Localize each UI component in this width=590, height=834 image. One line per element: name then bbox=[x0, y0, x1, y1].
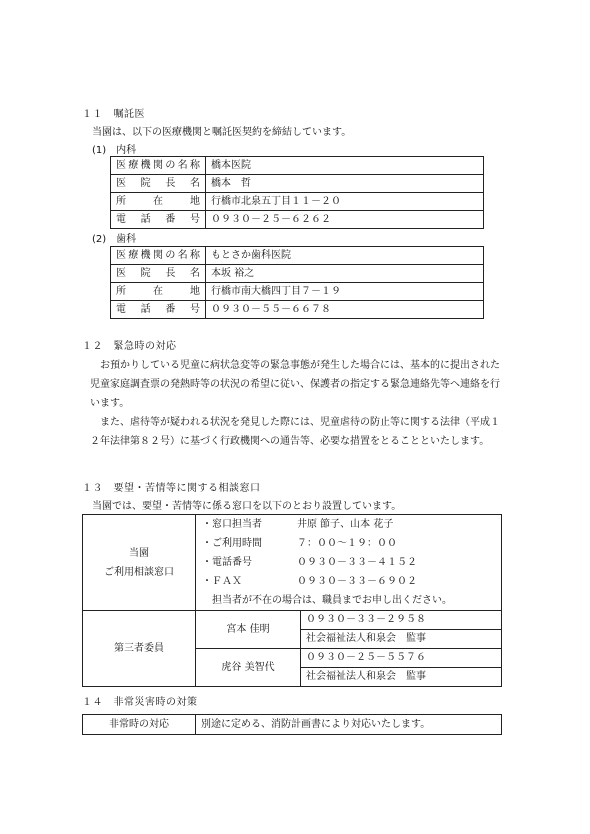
madoguchi-detail-cell bbox=[196, 515, 502, 611]
madoguchi-line: ・電話番号 ０９３０－３３－４１５２ bbox=[202, 557, 417, 568]
table-row bbox=[83, 715, 502, 735]
table-row bbox=[83, 611, 502, 630]
naika-label: (1) 内科 bbox=[92, 145, 137, 156]
section-13-heading: １３ 要望・苦情等に関する相談窓口 bbox=[82, 483, 261, 494]
table-cell-value: 橋本医院 bbox=[206, 157, 484, 175]
table-row bbox=[111, 175, 484, 193]
member-name: 宮本 佳明 bbox=[196, 611, 301, 649]
madoguchi-note: 担当者が不在の場合は、職員までお申し出ください。 bbox=[212, 595, 452, 606]
table-cell-label: 所在地 bbox=[111, 283, 206, 301]
member-org: 社会福祉法人和泉会 監事 bbox=[301, 630, 502, 649]
table-row bbox=[111, 193, 484, 211]
table-cell-value: ０９３０－５５－６６７８ bbox=[206, 301, 484, 319]
table-row bbox=[111, 157, 484, 175]
emergency-value: 別途に定める、消防計画書により対応いたします。 bbox=[196, 715, 502, 735]
table-cell-value: 本坂 裕之 bbox=[206, 265, 484, 283]
consultation-table bbox=[82, 514, 502, 687]
table-cell-value: 行橋市南大橋四丁目７－１９ bbox=[206, 283, 484, 301]
table-cell-value: 行橋市北泉五丁目１１－２０ bbox=[206, 193, 484, 211]
section-12-paragraph-2: また、虐待等が疑われる状況を発見した際には、児童虐待の防止等に関する法律（平成１２年法律第８２号）に基づく行政機関への通告等、必要な措置をとることといたします。 bbox=[90, 417, 500, 447]
section-12-heading: １２ 緊急時の対応 bbox=[82, 341, 177, 352]
table-cell-label: 所在地 bbox=[111, 193, 206, 211]
madoguchi-label-1: 当園 bbox=[129, 547, 149, 559]
member-phone: ０９３０－２５－５５７６ bbox=[301, 649, 502, 668]
third-party-label: 第三者委員 bbox=[83, 611, 196, 687]
table-cell-value: 橋本 哲 bbox=[206, 175, 484, 193]
emergency-table bbox=[82, 714, 502, 735]
emergency-label: 非常時の対応 bbox=[83, 715, 196, 735]
section-14-heading: １４ 非常災害時の対策 bbox=[82, 697, 198, 708]
member-name: 虎谷 美智代 bbox=[196, 649, 301, 687]
section-12-paragraph-1: お預かりしている児童に病状急変等の緊急事態が発生した場合には、基本的に提出された児童家庭調査票の発熱時等の状況の希望に従い、保護者の指定する緊急連絡先等へ連絡を行います。 bbox=[90, 360, 500, 409]
table-cell-label: 電話番号 bbox=[111, 301, 206, 319]
table-cell-label: 医院長名 bbox=[111, 175, 206, 193]
table-row bbox=[111, 265, 484, 283]
madoguchi-line: ・ＦＡＸ ０９３０－３３－６９０２ bbox=[202, 576, 417, 587]
table-row bbox=[83, 515, 502, 611]
member-phone: ０９３０－３３－２９５８ bbox=[301, 611, 502, 630]
madoguchi-label-cell bbox=[83, 515, 196, 611]
shika-label: (2) 歯科 bbox=[92, 234, 137, 245]
table-row bbox=[111, 247, 484, 265]
table-cell-label: 医院長名 bbox=[111, 265, 206, 283]
section-11-heading: １１ 嘱託医 bbox=[82, 109, 145, 120]
table-row bbox=[111, 211, 484, 229]
table-row bbox=[111, 283, 484, 301]
madoguchi-line: ・窓口担当者 井原 節子、山本 花子 bbox=[202, 519, 394, 530]
table-row bbox=[111, 301, 484, 319]
madoguchi-label-2: ご利用相談窓口 bbox=[104, 566, 174, 578]
table-cell-label: 医療機関の名称 bbox=[111, 157, 206, 175]
table-cell-value: ０９３０－２５－６２６２ bbox=[206, 211, 484, 229]
madoguchi-line: ・ご利用時間 ７：００～１９：００ bbox=[202, 538, 397, 549]
member-org: 社会福祉法人和泉会 監事 bbox=[301, 668, 502, 687]
section-13-intro: 当園では、要望・苦情等に係る窓口を以下のとおり設置しています。 bbox=[92, 501, 402, 512]
section-11-intro: 当園は、以下の医療機関と嘱託医契約を締結しています。 bbox=[92, 127, 352, 138]
table-cell-label: 医療機関の名称 bbox=[111, 247, 206, 265]
naika-table bbox=[110, 156, 484, 229]
shika-table bbox=[110, 246, 484, 319]
table-cell-value: もとさか歯科医院 bbox=[206, 247, 484, 265]
table-cell-label: 電話番号 bbox=[111, 211, 206, 229]
